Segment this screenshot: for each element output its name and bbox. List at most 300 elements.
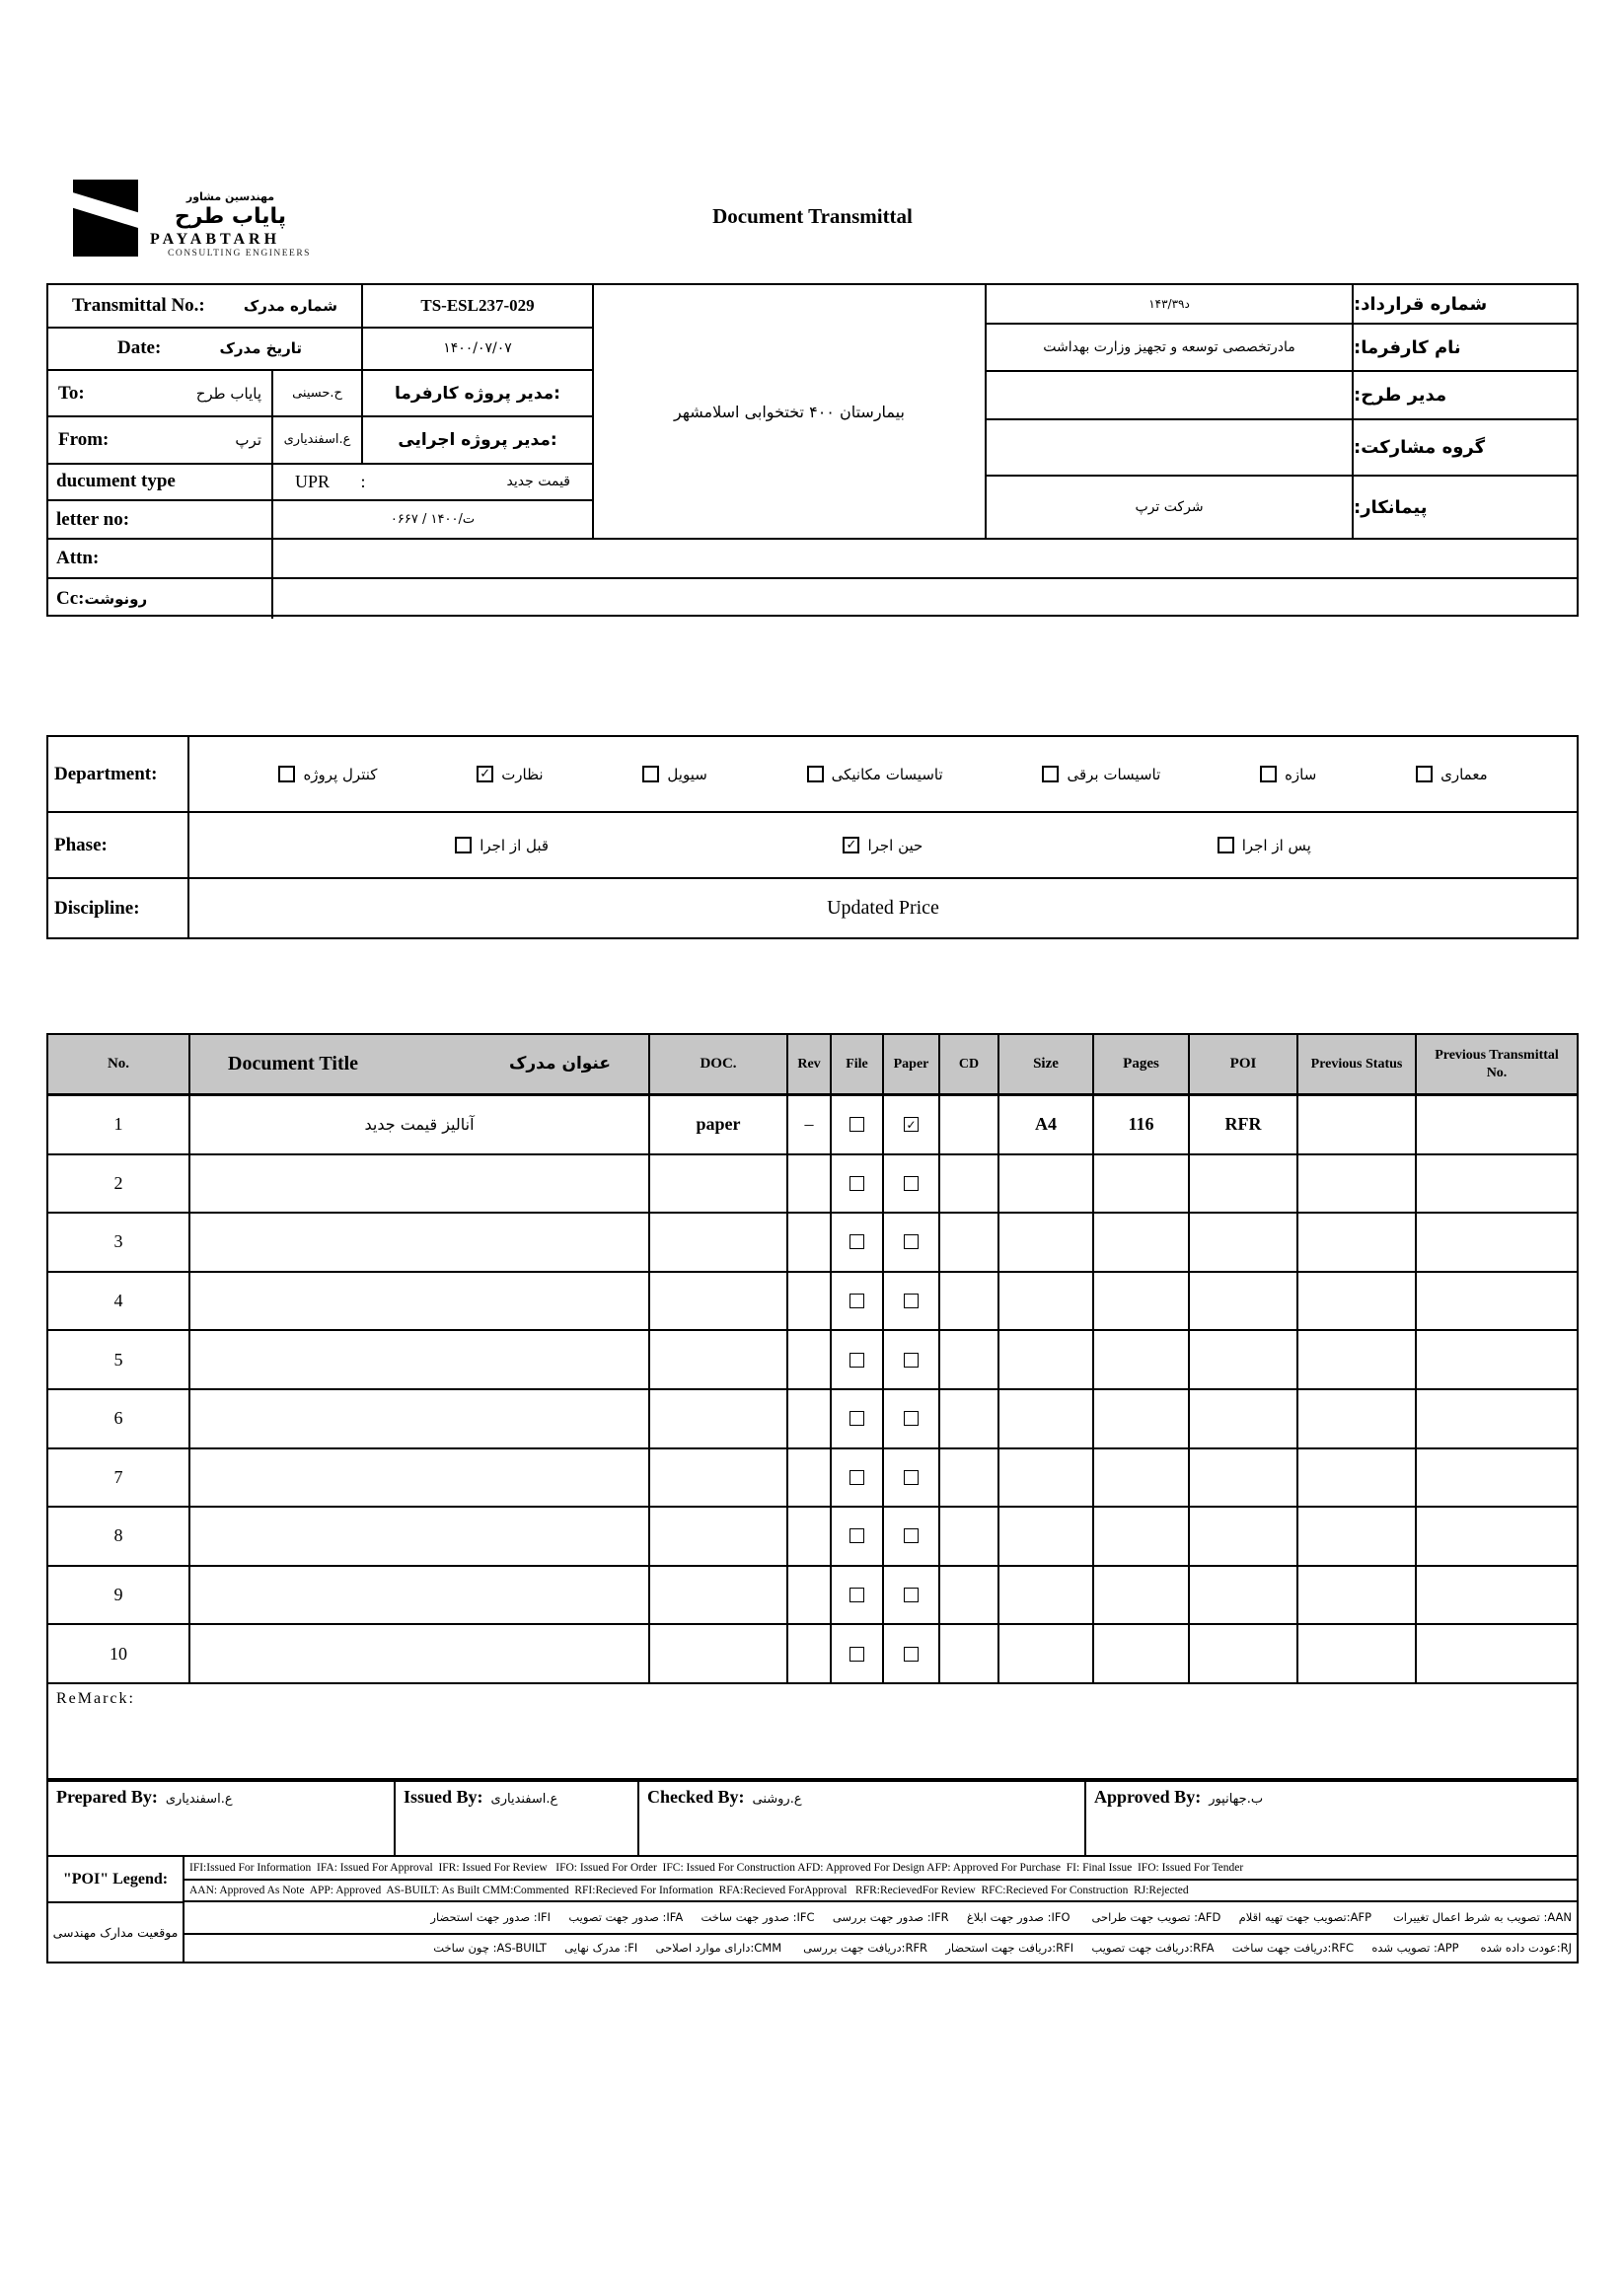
cell-rev: – [788, 1096, 832, 1153]
project-name: بیمارستان ۴۰۰ تختخوابی اسلامشهر [674, 402, 905, 421]
checkbox-checked[interactable]: ✓ [477, 766, 493, 782]
logo-en-name: PAYABTARH [150, 230, 281, 248]
issued-by-name: ع.اسفندیاری [490, 1792, 558, 1807]
contractor-value-cell [987, 477, 1352, 538]
letterno-value-cell [273, 501, 592, 538]
cell-no: 2 [48, 1155, 190, 1213]
cell-size [999, 1390, 1094, 1447]
transmittal-no-label-fa: شماره مدرک [243, 296, 337, 315]
cell-no: 4 [48, 1273, 190, 1330]
header-previous-status: Previous Status [1298, 1035, 1417, 1093]
letterno-label-cell [48, 501, 273, 538]
checkbox[interactable] [849, 1294, 864, 1308]
cell-no: 8 [48, 1508, 190, 1565]
department-option [278, 766, 377, 783]
from-label: From: [58, 428, 110, 450]
cell-no: 9 [48, 1567, 190, 1624]
cell-file [832, 1390, 884, 1447]
header-paper: Paper [884, 1035, 940, 1093]
discipline-label: Discipline: [48, 879, 189, 937]
checkbox[interactable] [849, 1470, 864, 1485]
checkbox[interactable] [904, 1411, 919, 1426]
department-label: Department: [48, 737, 189, 811]
cell-title_fa [190, 1214, 650, 1271]
cell-poi [1190, 1155, 1298, 1213]
doctype-row [48, 465, 592, 502]
cell-prev_transmittal [1417, 1449, 1577, 1507]
doctype-label-cell [48, 465, 273, 500]
prepared-by-label: Prepared By: [56, 1787, 158, 1807]
project-name-cell [592, 285, 987, 538]
cell-cd [940, 1331, 999, 1388]
design-manager-value-cell [987, 372, 1352, 418]
cell-no: 3 [48, 1214, 190, 1271]
cell-prev_transmittal [1417, 1508, 1577, 1565]
cell-prev_transmittal [1417, 1273, 1577, 1330]
date-row [48, 329, 592, 372]
cell-cd [940, 1567, 999, 1624]
cell-no: 7 [48, 1449, 190, 1507]
checkbox[interactable] [849, 1176, 864, 1191]
checkbox[interactable] [642, 766, 659, 782]
cell-title_fa [190, 1625, 650, 1682]
cell-cd [940, 1155, 999, 1213]
table-row [48, 1508, 1577, 1567]
header-doc: DOC. [650, 1035, 788, 1093]
department-options [189, 737, 1577, 811]
department-option-label: تاسیسات مکانیکی [831, 765, 943, 783]
document-table-body [48, 1096, 1577, 1682]
checkbox[interactable] [904, 1294, 919, 1308]
cc-row [48, 579, 1577, 619]
poi-legend-label-fa: موقعیت مدارک مهندسی [52, 1925, 179, 1940]
legend-lines [185, 1857, 1577, 1962]
client-value-cell [987, 325, 1352, 370]
cell-no: 1 [48, 1096, 190, 1153]
checkbox[interactable] [904, 1234, 919, 1249]
cell-file [832, 1625, 884, 1682]
cell-paper [884, 1273, 940, 1330]
cell-pages [1094, 1508, 1190, 1565]
prepared-by-name: ع.اسفندیاری [165, 1792, 233, 1807]
cell-title_fa [190, 1449, 650, 1507]
cell-prev_transmittal [1417, 1567, 1577, 1624]
cell-rev [788, 1155, 832, 1213]
cell-cd [940, 1390, 999, 1447]
checkbox-checked[interactable]: ✓ [904, 1117, 919, 1132]
logo-fa-tagline: مهندسین مشاور [185, 190, 275, 203]
phase-row [48, 813, 1577, 879]
header-right-block [987, 285, 1577, 538]
doctype-value-cell [273, 465, 592, 500]
cell-prev_status [1298, 1096, 1417, 1153]
checkbox[interactable] [849, 1353, 864, 1368]
checkbox[interactable] [904, 1353, 919, 1368]
from-role: مدیر پروژه اجرایی: [398, 429, 557, 450]
date-value-cell [363, 329, 592, 370]
checkbox[interactable] [1416, 766, 1433, 782]
to-person: ح.حسینی [292, 386, 342, 402]
jv-group-label: گروه مشارکت: [1352, 420, 1577, 475]
department-option-label: کنترل پروژه [303, 765, 378, 783]
cell-prev_status [1298, 1449, 1417, 1507]
phase-option [455, 837, 549, 854]
header-poi: POI [1190, 1035, 1298, 1093]
cell-doc [650, 1508, 788, 1565]
checkbox[interactable] [904, 1588, 919, 1602]
to-label-cell [48, 371, 273, 415]
contract-no-label: شماره قرارداد: [1352, 285, 1577, 323]
cell-rev [788, 1390, 832, 1447]
cell-paper [884, 1214, 940, 1271]
cell-title_fa [190, 1273, 650, 1330]
cell-size [999, 1625, 1094, 1682]
department-option [807, 766, 943, 783]
cell-no: 6 [48, 1390, 190, 1447]
letterno-label: letter no: [56, 508, 130, 530]
cell-prev_transmittal [1417, 1331, 1577, 1388]
to-role-cell [363, 371, 592, 415]
cell-cd [940, 1625, 999, 1682]
cell-pages [1094, 1214, 1190, 1271]
cell-poi [1190, 1567, 1298, 1624]
doctype-value-fa: قیمت جدید [506, 474, 570, 490]
cell-cd [940, 1449, 999, 1507]
cell-poi [1190, 1625, 1298, 1682]
cell-title_fa [190, 1390, 650, 1447]
checkbox[interactable] [904, 1470, 919, 1485]
cell-poi [1190, 1390, 1298, 1447]
cc-label-cell [48, 579, 273, 619]
contract-no-value: د۱۴۳/۳۹ [1148, 297, 1190, 311]
cell-file [832, 1449, 884, 1507]
contractor-value: شرکت ترپ [1135, 499, 1204, 515]
table-row [48, 1155, 1577, 1215]
legend-fa-line2: RJ:عودت داده شده APP: تصویب شده RFC:دریافت جهت ساخت RFA:دریافت جهت تصویب RFI:دریافت جهت استحضار RFR:دریافت جهت بررسی CMM:دارای موارد اصلاحی FI: مدرک نهایی AS-BUILT: چون ساخت [433, 1941, 1572, 1956]
cell-file [832, 1273, 884, 1330]
cell-file [832, 1567, 884, 1624]
checkbox[interactable] [807, 766, 824, 782]
cell-size [999, 1567, 1094, 1624]
header-cd: CD [940, 1035, 999, 1093]
remark-box [46, 1682, 1579, 1780]
cell-paper [884, 1155, 940, 1213]
department-option-label: سیویل [667, 765, 707, 783]
attn-label: Attn: [56, 548, 100, 568]
contract-no-value-cell [987, 285, 1352, 323]
header-size: Size [999, 1035, 1094, 1093]
cell-file [832, 1096, 884, 1153]
cell-paper [884, 1096, 940, 1153]
phase-option [843, 837, 923, 854]
table-row [48, 1273, 1577, 1332]
poi-legend-label: "POI" Legend: [48, 1857, 183, 1903]
cell-doc [650, 1331, 788, 1388]
legend-en-line2: AAN: Approved As Note APP: Approved AS-BUILT: As Built CMM:Commented RFI:Recieved For Information RFA:Recieved ForApproval RFR:RecievedFor Review RFC:Recieved For Construction RJ:Rejected [185, 1881, 1577, 1903]
date-value: ۱۴۰۰/۰۷/۰۷ [443, 340, 512, 357]
header-document-title-fa: عنوان مدرک [508, 1053, 611, 1074]
checkbox[interactable] [849, 1117, 864, 1132]
cell-prev_status [1298, 1508, 1417, 1565]
cell-poi [1190, 1331, 1298, 1388]
cell-title_fa [190, 1567, 650, 1624]
cell-paper [884, 1508, 940, 1565]
cell-rev [788, 1567, 832, 1624]
cell-pages [1094, 1449, 1190, 1507]
from-row [48, 417, 592, 465]
cell-rev [788, 1508, 832, 1565]
phase-option-label: پس از اجرا [1241, 836, 1311, 854]
cell-prev_transmittal [1417, 1096, 1577, 1153]
header-file: File [832, 1035, 884, 1093]
checkbox[interactable] [849, 1234, 864, 1249]
contractor-label: پیمانکار: [1352, 477, 1577, 538]
department-option [1416, 766, 1488, 783]
date-label: Date: [117, 337, 162, 359]
cell-doc: paper [650, 1096, 788, 1153]
table-row [48, 1449, 1577, 1509]
header-document-title-en: Document Title [228, 1053, 359, 1074]
prepared-by-cell [48, 1782, 394, 1855]
header-previous-transmittal: Previous Transmittal No. [1435, 1048, 1559, 1080]
remark-label: ReMarck: [56, 1690, 135, 1707]
design-manager-row [987, 372, 1577, 420]
approved-by-cell [1084, 1782, 1577, 1855]
header-table [46, 283, 1579, 617]
checkbox[interactable] [904, 1647, 919, 1662]
date-label-fa: تاریخ مدرک [219, 339, 302, 358]
cell-pages [1094, 1625, 1190, 1682]
issued-by-cell [394, 1782, 637, 1855]
client-value: مادرتخصصی توسعه و تجهیز وزارت بهداشت [1043, 339, 1295, 355]
transmittal-no-value: TS-ESL237-029 [420, 295, 535, 315]
cell-rev [788, 1273, 832, 1330]
logo-en-subtitle: CONSULTING ENGINEERS [168, 249, 311, 259]
cell-pages: 116 [1094, 1096, 1190, 1153]
phase-option-label: قبل از اجرا [480, 836, 550, 854]
cell-prev_transmittal [1417, 1155, 1577, 1213]
phase-option-label: حین اجرا [867, 836, 923, 854]
cell-size [999, 1155, 1094, 1213]
cell-no: 10 [48, 1625, 190, 1682]
cell-paper [884, 1449, 940, 1507]
cell-size [999, 1508, 1094, 1565]
client-row [987, 325, 1577, 372]
cell-doc [650, 1155, 788, 1213]
department-option-label: تاسیسات برقی [1067, 765, 1161, 783]
cell-paper [884, 1390, 940, 1447]
cell-doc [650, 1567, 788, 1624]
doctype-label: ducument type [56, 471, 176, 492]
to-row [48, 371, 592, 417]
transmittal-no-label: Transmittal No.: [72, 294, 205, 316]
phase-options [189, 813, 1577, 877]
table-row [48, 1390, 1577, 1449]
cell-pages [1094, 1567, 1190, 1624]
cell-prev_status [1298, 1567, 1417, 1624]
checkbox[interactable] [278, 766, 295, 782]
transmittal-no-row [48, 285, 592, 329]
cell-file [832, 1155, 884, 1213]
cell-doc [650, 1449, 788, 1507]
discipline-row [48, 879, 1577, 937]
checkbox[interactable] [904, 1176, 919, 1191]
cell-file [832, 1331, 884, 1388]
date-label-cell [48, 329, 363, 370]
cell-title_fa [190, 1508, 650, 1565]
cell-size: A4 [999, 1096, 1094, 1153]
cell-pages [1094, 1155, 1190, 1213]
cell-cd [940, 1214, 999, 1271]
cell-file [832, 1508, 884, 1565]
department-option-label: معماری [1440, 765, 1488, 783]
cell-rev [788, 1625, 832, 1682]
cell-pages [1094, 1390, 1190, 1447]
cell-cd [940, 1273, 999, 1330]
checkbox-checked[interactable]: ✓ [843, 837, 859, 853]
phase-label: Phase: [48, 813, 189, 877]
checkbox[interactable] [1042, 766, 1059, 782]
cell-poi [1190, 1273, 1298, 1330]
cell-cd [940, 1508, 999, 1565]
from-person: ع.اسفندیاری [283, 432, 351, 448]
cell-rev [788, 1214, 832, 1271]
department-row [48, 737, 1577, 813]
table-row [48, 1096, 1577, 1155]
legend-en-line1: IFI:Issued For Information IFA: Issued For Approval IFR: Issued For Review IFO: Issued For Order IFC: Issued For Construction AFD: Approved For Design AFP: Approved For Purchase FI: Final Issue IFO: Issued For Tender [185, 1857, 1577, 1881]
cell-poi [1190, 1508, 1298, 1565]
to-role: مدیر پروژه کارفرما: [395, 383, 560, 404]
cell-prev_transmittal [1417, 1390, 1577, 1447]
header-document-title [190, 1035, 650, 1093]
cell-size [999, 1331, 1094, 1388]
checked-by-name: ع.روشنی [752, 1792, 802, 1807]
cell-doc [650, 1625, 788, 1682]
cell-cd [940, 1096, 999, 1153]
cell-size [999, 1214, 1094, 1271]
cell-size [999, 1449, 1094, 1507]
cell-poi: RFR [1190, 1096, 1298, 1153]
department-option [477, 766, 543, 783]
approved-by-label: Approved By: [1094, 1787, 1202, 1807]
table-row [48, 1625, 1577, 1682]
cell-prev_status [1298, 1331, 1417, 1388]
cell-prev_status [1298, 1625, 1417, 1682]
checkbox[interactable] [455, 837, 472, 853]
doctype-value: UPR : [295, 471, 366, 491]
contractor-row [987, 477, 1577, 538]
cell-rev [788, 1331, 832, 1388]
signature-row [46, 1780, 1579, 1855]
document-table-header [48, 1035, 1577, 1096]
attn-row [48, 540, 1577, 579]
cell-doc [650, 1273, 788, 1330]
checkbox[interactable] [904, 1528, 919, 1543]
transmittal-no-value-cell [363, 285, 592, 327]
header-left-block [48, 285, 592, 538]
transmittal-no-label-cell [48, 285, 363, 327]
cell-rev [788, 1449, 832, 1507]
department-option [642, 766, 706, 783]
classification-table [46, 735, 1579, 939]
table-row [48, 1567, 1577, 1626]
cell-paper [884, 1331, 940, 1388]
cell-prev_status [1298, 1155, 1417, 1213]
cc-label-fa: رونوشت [84, 590, 148, 608]
document-table [46, 1033, 1579, 1684]
cell-title_fa [190, 1155, 650, 1213]
from-person-cell [273, 417, 363, 463]
cell-pages [1094, 1273, 1190, 1330]
legend-label-column [48, 1857, 185, 1962]
letterno-row [48, 501, 592, 538]
page-title: Document Transmittal [712, 204, 913, 228]
poi-legend [46, 1855, 1579, 1963]
checkbox[interactable] [849, 1411, 864, 1426]
department-option-label: سازه [1285, 765, 1317, 783]
letterno-value: ت/۱۴۰۰ / ۰۶۶۷ [390, 512, 476, 528]
cell-paper [884, 1625, 940, 1682]
header-pages: Pages [1094, 1035, 1190, 1093]
phase-option [1218, 837, 1311, 854]
to-label: To: [58, 382, 85, 404]
to-value: پایاب طرح [195, 384, 261, 403]
header-rev: Rev [788, 1035, 832, 1093]
checkbox[interactable] [1218, 837, 1234, 853]
checkbox[interactable] [849, 1528, 864, 1543]
cc-label: Cc: [56, 588, 85, 609]
from-role-cell [363, 417, 592, 463]
header-no: No. [48, 1035, 190, 1093]
cell-prev_status [1298, 1273, 1417, 1330]
header-top-section [48, 285, 1577, 540]
checkbox[interactable] [1260, 766, 1277, 782]
table-row [48, 1214, 1577, 1273]
discipline-value: Updated Price [827, 897, 939, 920]
cell-file [832, 1214, 884, 1271]
attn-label-cell [48, 540, 273, 577]
client-label: نام کارفرما: [1352, 325, 1577, 370]
cell-doc [650, 1390, 788, 1447]
checked-by-cell [637, 1782, 1084, 1855]
department-option [1042, 766, 1160, 783]
legend-fa-line1: AAN: تصویب به شرط اعمال تغییرات AFP:تصویب جهت تهیه اقلام AFD: تصویب جهت طراحی IFO: صدور جهت ابلاغ IFR: صدور جهت بررسی IFC: صدور جهت ساخت IFA: صدور جهت تصویب IFI: صدور جهت استحضار [185, 1902, 1577, 1934]
design-manager-label: مدیر طرح: [1352, 372, 1577, 418]
to-person-cell [273, 371, 363, 415]
jv-group-value-cell [987, 420, 1352, 475]
cell-size [999, 1273, 1094, 1330]
checked-by-label: Checked By: [647, 1787, 745, 1807]
table-row [48, 1331, 1577, 1390]
cell-prev_transmittal [1417, 1625, 1577, 1682]
cell-prev_transmittal [1417, 1214, 1577, 1271]
cell-no: 5 [48, 1331, 190, 1388]
cell-poi [1190, 1449, 1298, 1507]
jv-group-row [987, 420, 1577, 477]
logo-fa-name: پایاب طرح [174, 203, 287, 229]
cell-paper [884, 1567, 940, 1624]
from-value: ترپ [235, 430, 261, 449]
cc-value-cell [273, 579, 1577, 619]
department-option-label: نظارت [501, 765, 544, 783]
contract-no-row [987, 285, 1577, 325]
cell-title_fa: آنالیز قیمت جدید [190, 1096, 650, 1153]
cell-pages [1094, 1331, 1190, 1388]
checkbox[interactable] [849, 1647, 864, 1662]
cell-title_fa [190, 1331, 650, 1388]
checkbox[interactable] [849, 1588, 864, 1602]
from-label-cell [48, 417, 273, 463]
